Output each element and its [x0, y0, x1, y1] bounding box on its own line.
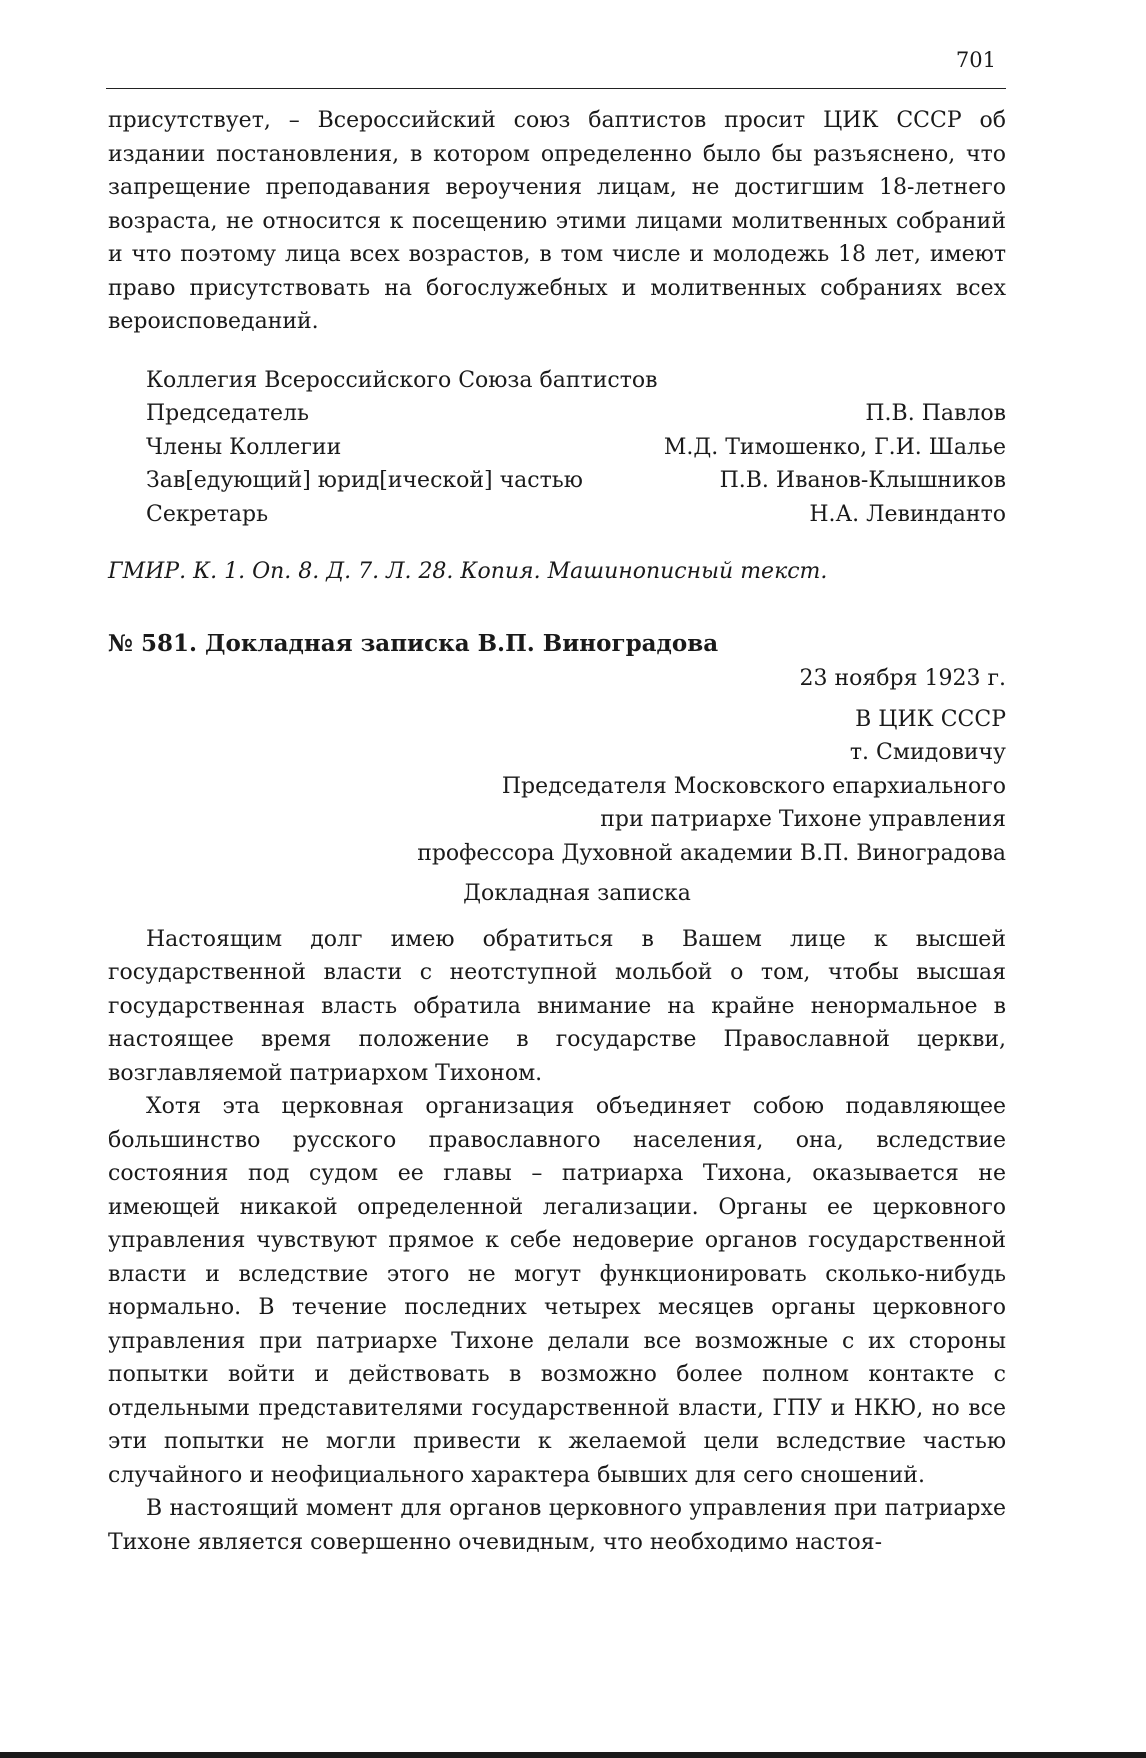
- document-heading: № 581. Докладная записка В.П. Виноградова: [108, 629, 719, 657]
- signature-heading: Коллегия Всероссийского Союза баптистов: [146, 367, 658, 393]
- addressee-line: при патриархе Тихоне управления: [600, 807, 1006, 832]
- signature-name: Н.А. Левинданто: [809, 501, 1006, 527]
- signature-role: Председатель: [146, 401, 309, 426]
- signature-row: [146, 397, 1006, 431]
- signature-role: Секретарь: [146, 501, 269, 527]
- addressee-line: т. Смидовичу: [849, 740, 1006, 765]
- page-content: [108, 104, 1006, 1559]
- signature-role: Члены Коллегии: [146, 434, 342, 460]
- signature-name: М.Д. Тимошенко, Г.И. Шалье: [663, 434, 1006, 460]
- signature-block: [108, 364, 1006, 532]
- scan-bottom-edge: [0, 1752, 1146, 1758]
- body-paragraph: Настоящим долг имею обратиться в Вашем лице к высшей государственной власти с неотступной мольбой о том, чтобы высшая государственная власть обратила внимание на крайне ненормальное в настоящее время положение в государстве Православной церкви, возглавляемой патриархом Тихоном.: [108, 926, 1006, 1086]
- continued-paragraph: присутствует, – Всероссийский союз баптистов просит ЦИК СССР об издании постановления, в котором определенно было бы разъяснено, что запрещение преподавания вероучения лицам, не достигшим 18-летнего возраста, не относится к посещению этими лицами молитвенных собраний и что поэтому лица всех возрастов, в том числе и молодежь 18 лет, имеют право присутствовать на богослужебных и молитвенных собраниях всех вероисповеданий.: [108, 108, 1006, 334]
- addressee-line: Председателя Московского епархиального: [501, 773, 1006, 799]
- addressee-block: [108, 703, 1006, 871]
- document-title: Докладная записка: [463, 881, 691, 906]
- body-paragraph: В настоящий момент для органов церковного управления при патриархе Тихоне является совершенно очевидным, что необходимо настоя-: [108, 1496, 1006, 1555]
- signature-row: [146, 431, 1006, 465]
- addressee-line: профессора Духовной академии В.П. Виноградова: [417, 840, 1006, 866]
- header-rule: [106, 88, 1006, 89]
- signature-row: [146, 464, 1006, 498]
- signature-row: [146, 498, 1006, 532]
- document-body: [108, 923, 1006, 1560]
- archive-source-note: ГМИР. К. 1. Оп. 8. Д. 7. Л. 28. Копия. Машинописный текст.: [108, 559, 828, 584]
- body-paragraph: Хотя эта церковная организация объединяет собою подавляющее большинство русского православного населения, она, вследствие состояния под судом ее главы – патриарха Тихона, оказывается не имеющей никакой определенной легализации. Органы ее церковного управления чувствуют прямое к себе недоверие органов государственной власти и вследствие этого не могут функционировать сколько-нибудь нормально. В течение последних четырех месяцев органы церковного управления при патриархе Тихоне делали все возможные с их стороны попытки войти и действовать в возможно более полном контакте с отдельными представителями государственной власти, ГПУ и НКЮ, но все эти попытки не могли привести к желаемой цели вследствие частью случайного и неофициального характера бывших для сего сношений.: [108, 1094, 1006, 1488]
- signature-name: П.В. Иванов-Клышников: [719, 468, 1006, 493]
- document-date: 23 ноября 1923 г.: [799, 666, 1006, 691]
- page-number: 701: [955, 48, 996, 72]
- signature-role: Зав[едующий] юрид[ической] частью: [146, 468, 583, 493]
- signature-name: П.В. Павлов: [865, 401, 1006, 426]
- addressee-line: В ЦИК СССР: [855, 706, 1006, 732]
